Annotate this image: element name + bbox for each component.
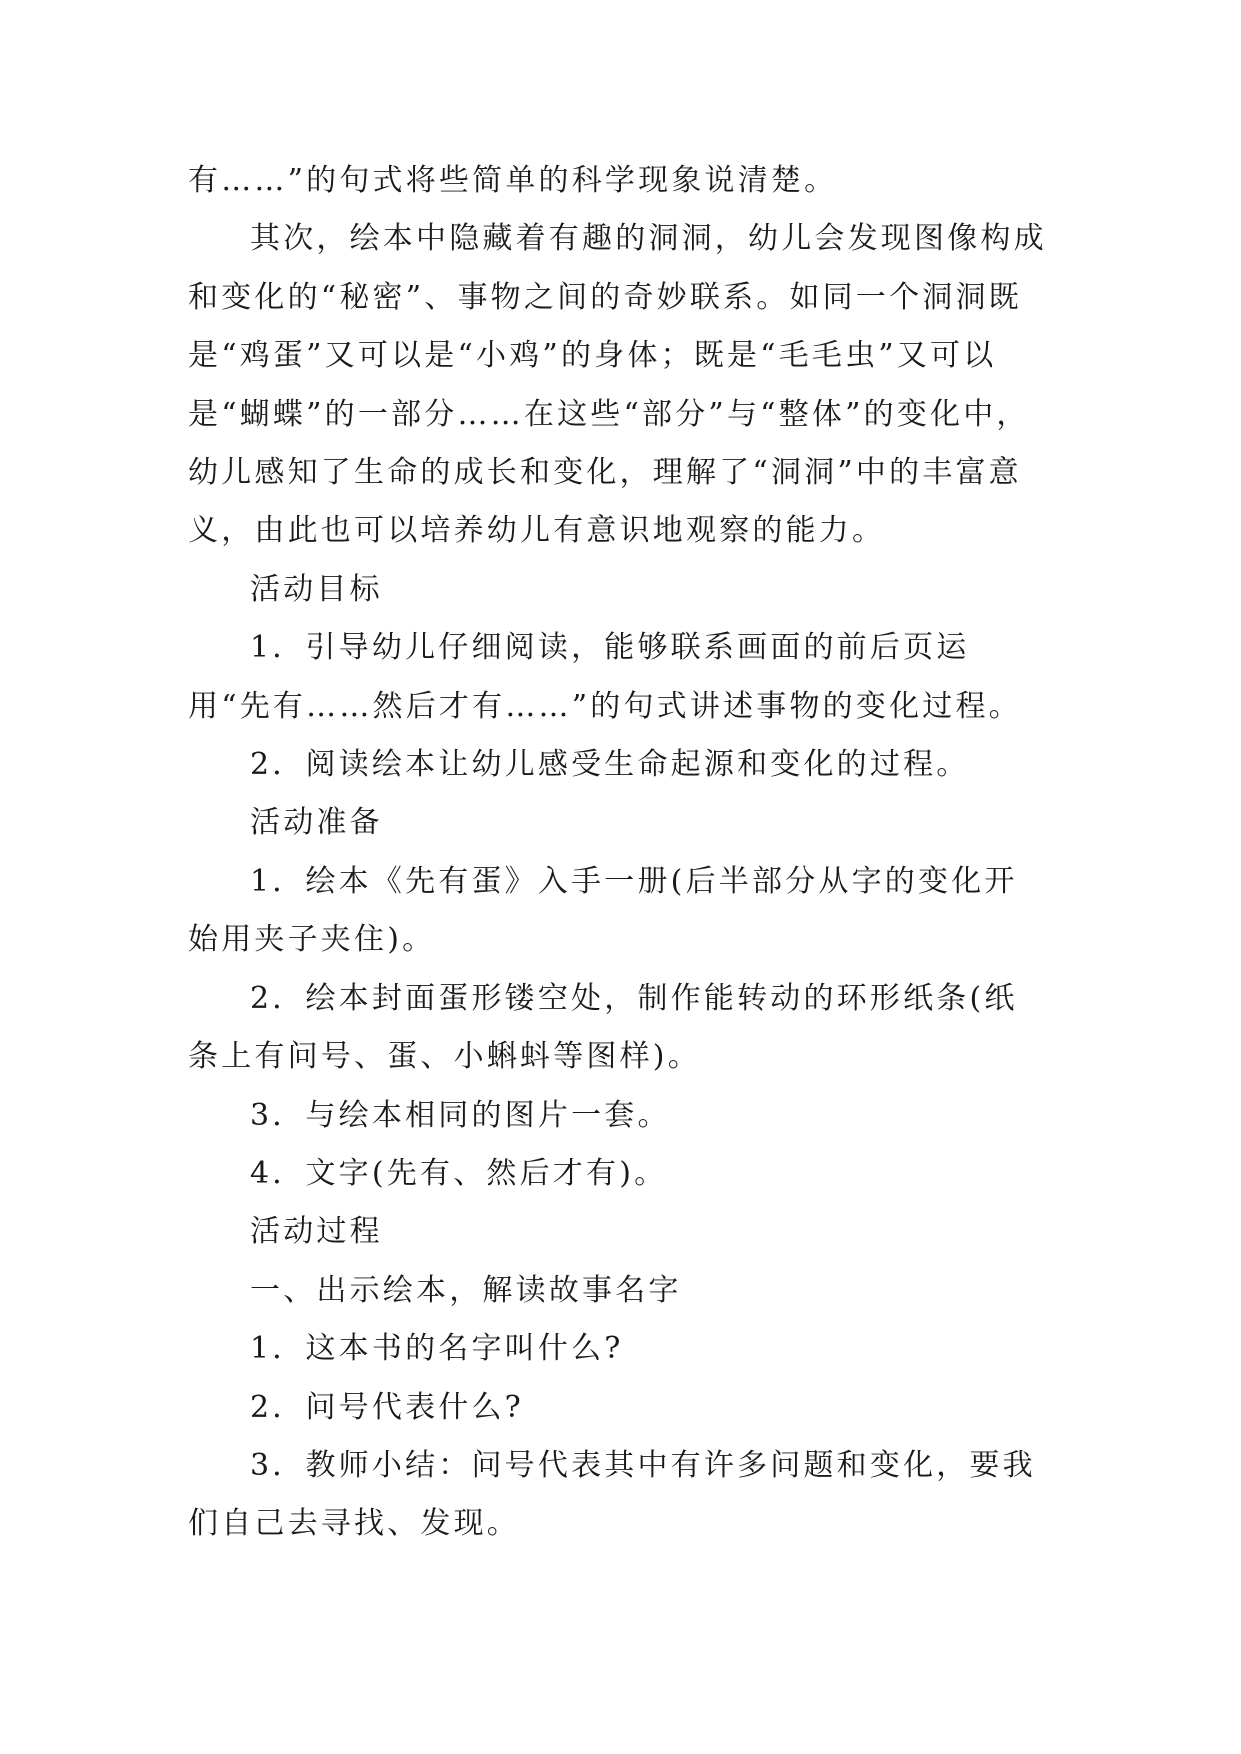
preparation-item-1: 1．绘本《先有蛋》入手一册(后半部分从字的变化开始用夹子夹住)。 xyxy=(188,863,1018,958)
preparation-item-2: 2．绘本封面蛋形镂空处，制作能转动的环形纸条(纸条上有问号、蛋、小蝌蚪等图样)。 xyxy=(188,980,1018,1075)
section-heading-goals: 活动目标 xyxy=(250,571,383,607)
section-heading-preparation: 活动准备 xyxy=(250,805,383,841)
goal-item-2: 2．阅读绘本让幼儿感受生命起源和变化的过程。 xyxy=(250,747,970,783)
document-body xyxy=(188,152,1048,1554)
paragraph-continuation: 有……”的句式将些简单的科学现象说清楚。 xyxy=(188,163,838,198)
process-question-1: 1．这本书的名字叫什么? xyxy=(250,1331,624,1367)
process-summary: 3．教师小结：问号代表其中有许多问题和变化，要我们自己去寻找、发现。 xyxy=(188,1447,1036,1542)
goal-item-1: 1．引导幼儿仔细阅读，能够联系画面的前后页运用“先有……然后才有……”的句式讲述事物的变化过程。 xyxy=(188,630,1022,724)
paragraph-book-features: 其次，绘本中隐藏着有趣的洞洞，幼儿会发现图像构成和变化的“秘密”、事物之间的奇妙联系。如同一个洞洞既是“鸡蛋”又可以是“小鸡”的身体；既是“毛毛虫”又可以是“蝴蝶”的一部分……在这些“部分”与“整体”的变化中，幼儿感知了生命的成长和变化，理解了“洞洞”中的丰富意义，由此也可以培养幼儿有意识地观察的能力。 xyxy=(188,221,1047,549)
process-step-heading-1: 一、出示绘本，解读故事名字 xyxy=(250,1272,682,1308)
section-heading-process: 活动过程 xyxy=(250,1214,383,1250)
preparation-item-4: 4．文字(先有、然后才有)。 xyxy=(250,1155,668,1191)
preparation-item-3: 3．与绘本相同的图片一套。 xyxy=(250,1097,671,1133)
process-question-2: 2．问号代表什么? xyxy=(250,1389,524,1425)
